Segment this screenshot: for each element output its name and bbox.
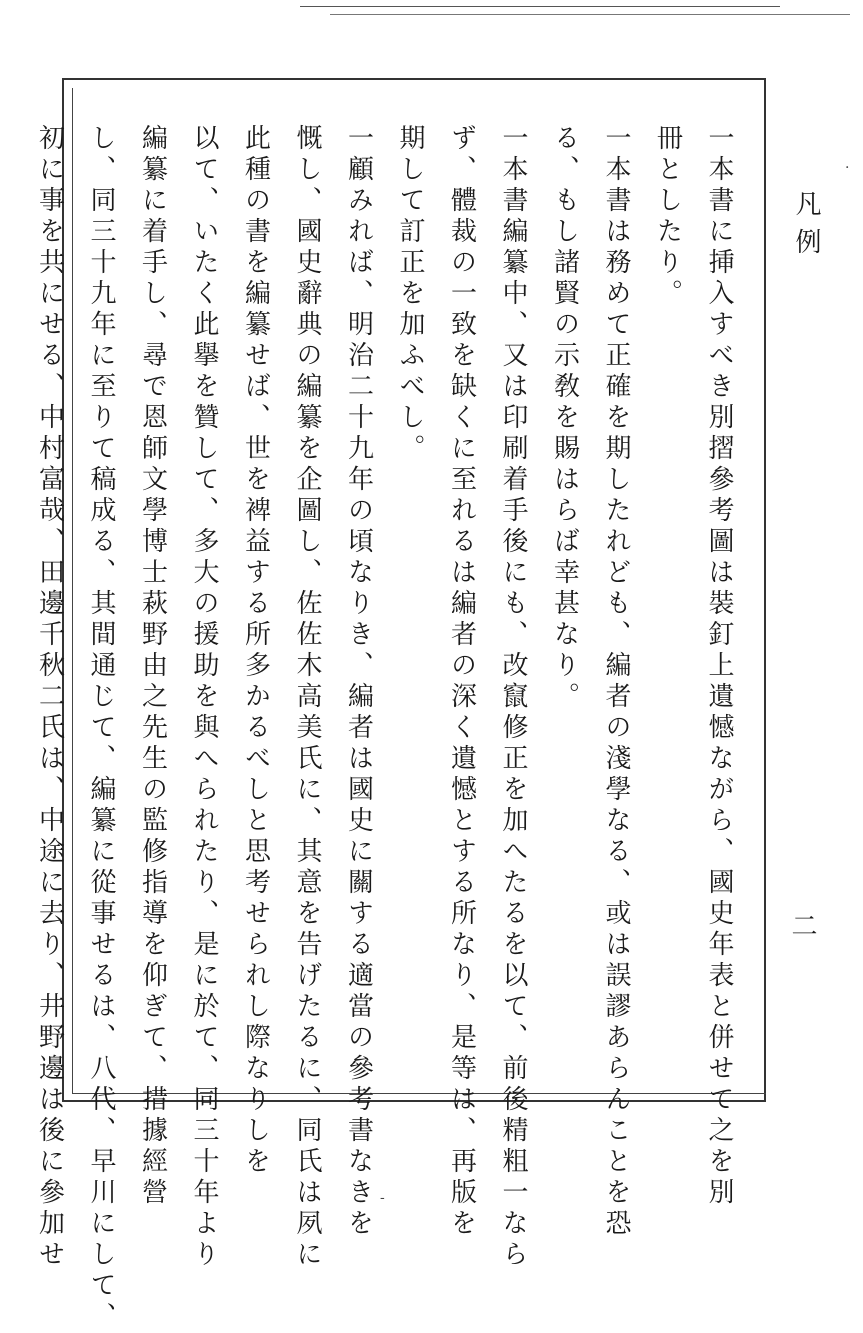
text-column: 此種の書を編纂せば、世を裨益する所多かるべしと思考せられし際なりしを [240,124,271,1178]
text-column: ず、體裁の一致を缺くに至れるは編者の深く遺憾とする所なり、是等は、再版を [446,124,477,1240]
running-title: 凡例 [791,190,821,266]
text-column: し、同三十九年に至りて稿成る、其間通じて、編纂に從事せるは、八代、早川にして、 [86,124,116,1333]
text-column: 一顧みれば、明治二十九年の頃なりき、編者は國史に關する適當の參考書なきを [343,124,374,1240]
text-column: 一本書は務めて正確を期したれども、編者の淺學なる、或は誤謬あらんことを恐 [601,124,631,1240]
text-column: 一本書編纂中、又は印刷着手後にも、改竄修正を加へたるを以て、前後精粗一なら [498,124,528,1271]
text-column: 冊としたり。 [652,124,683,310]
scan-speck: - [380,1190,385,1206]
text-column: る、もし諸賢の示敎を賜はらば幸甚なり。 [549,124,580,713]
text-column: 慨し、國史辭典の編纂を企圖し、佐佐木高美氏に、其意を告げたるに、同氏は夙に [292,124,322,1271]
text-column: 期して訂正を加ふべし。 [395,124,425,465]
text-column: 以て、いたく此擧を贊して、多大の援助を與へられたり、是に於て、同三十年より [189,124,219,1271]
text-column: 編纂に着手し、尋で恩師文學博士萩野由之先生の監修指導を仰ぎて、措據經營 [137,124,168,1209]
vertical-text-block [34,124,744,1333]
top-rule-secondary [330,14,850,15]
text-column: 一本書に挿入すべき別摺參考圖は裝釘上遺憾ながら、國史年表と併せて之を別 [704,124,734,1209]
scan-speck: · [845,160,850,176]
top-rule [300,6,780,7]
page-number: 二 [787,912,817,938]
text-column: 初に事を共にせる、中村富哉、田邊千秋二氏は、中途に去り、井野邊は後に參加せ [34,124,65,1271]
